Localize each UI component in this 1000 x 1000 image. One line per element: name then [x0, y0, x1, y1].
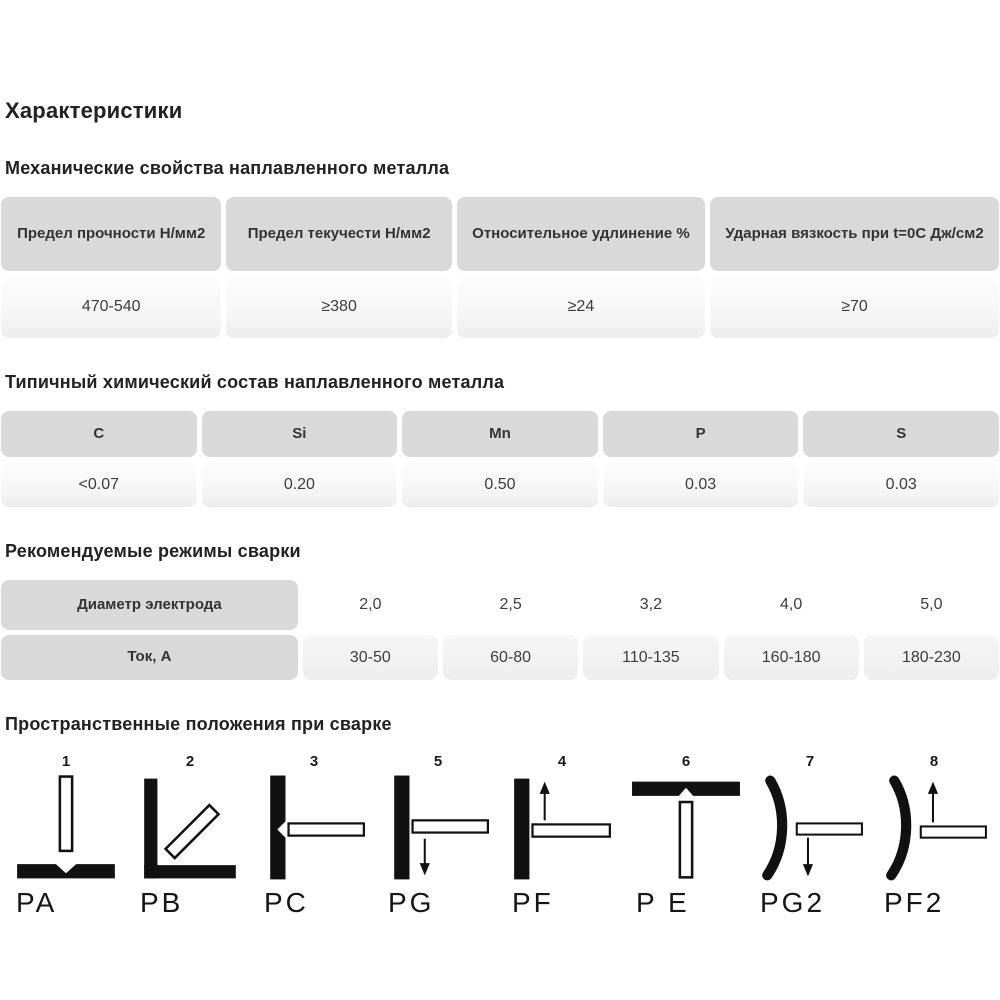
pipe-vertical-down-weld-diagram: [754, 775, 866, 883]
vertical-up-weld-diagram: [506, 775, 618, 883]
table-value-cell: 0.03: [803, 462, 999, 507]
table-value-cell: 0.50: [402, 462, 598, 507]
current-value-cell: 30-50: [303, 635, 438, 680]
horizontal-butt-weld-diagram: [258, 775, 370, 883]
positions-section-heading: Пространственные положения при сварке: [5, 714, 392, 734]
position-number: 2: [185, 753, 195, 770]
position-number: 8: [929, 753, 939, 770]
current-row-label: Ток, А: [1, 635, 298, 680]
position-number: 3: [309, 753, 319, 770]
position-label: PC: [264, 887, 309, 918]
diameter-value-cell: 3,2: [639, 596, 662, 613]
mechanical-properties-table: [1, 197, 999, 338]
flat-butt-weld-diagram: [10, 775, 122, 883]
position-figure-pg: [376, 753, 500, 919]
current-value-cell: 60-80: [443, 635, 578, 680]
position-figure-pf: [500, 753, 624, 919]
current-value-cell: 180-230: [864, 635, 999, 680]
position-number: 7: [805, 753, 815, 770]
position-number: 5: [433, 753, 443, 770]
current-value-cell: 160-180: [724, 635, 859, 680]
diameter-value-cell: 5,0: [920, 596, 943, 613]
table-value-cell: ≥24: [457, 276, 705, 338]
pipe-vertical-up-weld-diagram: [878, 775, 990, 883]
diameter-value-cell: 2,5: [499, 596, 522, 613]
welding-positions-row: [4, 753, 996, 919]
position-figure-pb: [128, 753, 252, 919]
position-figure-pf2: [872, 753, 996, 919]
position-label: PG2: [760, 887, 826, 918]
position-number: 1: [61, 753, 71, 770]
position-figure-pe: [624, 753, 748, 919]
table-value-cell: ≥380: [226, 276, 451, 338]
horizontal-fillet-weld-diagram: [134, 775, 246, 883]
position-number: 6: [681, 753, 691, 770]
diameter-value-cell: 2,0: [359, 596, 382, 613]
welding-modes-table: [1, 580, 999, 680]
table-header-cell: C: [1, 411, 197, 457]
page-title: Характеристики: [5, 98, 183, 123]
table-header-cell: Относительное удлинение %: [457, 197, 705, 271]
table-value-cell: 0.03: [603, 462, 799, 507]
table-value-cell: ≥70: [710, 276, 999, 338]
position-figure-pa: [4, 753, 128, 919]
table-header-cell: Ударная вязкость при t=0C Дж/см2: [710, 197, 999, 271]
position-label: PB: [140, 887, 184, 918]
position-label: PF: [512, 887, 554, 918]
chemical-composition-table: [1, 411, 999, 507]
vertical-down-weld-diagram: [382, 775, 494, 883]
table-header-cell: Mn: [402, 411, 598, 457]
diameter-value-cell: 4,0: [780, 596, 803, 613]
table-header-cell: Предел текучести Н/мм2: [226, 197, 451, 271]
table-value-cell: <0.07: [1, 462, 197, 507]
mechanical-section-heading: Механические свойства наплавленного металла: [5, 158, 450, 178]
table-header-cell: Si: [202, 411, 398, 457]
position-label: PF2: [884, 887, 945, 918]
modes-section-heading: Рекомендуемые режимы сварки: [5, 541, 301, 561]
table-header-cell: Предел прочности Н/мм2: [1, 197, 221, 271]
position-label: PG: [388, 887, 435, 918]
table-header-cell: P: [603, 411, 799, 457]
diameter-row-label: Диаметр электрода: [1, 580, 298, 630]
position-label: PA: [16, 887, 58, 918]
chemical-section-heading: Типичный химический состав наплавленного металла: [5, 372, 505, 392]
overhead-weld-diagram: [630, 775, 742, 883]
position-number: 4: [557, 753, 567, 770]
table-header-cell: S: [803, 411, 999, 457]
position-figure-pc: [252, 753, 376, 919]
table-value-cell: 470-540: [1, 276, 221, 338]
table-value-cell: 0.20: [202, 462, 398, 507]
position-figure-pg2: [748, 753, 872, 919]
position-label: P E: [636, 887, 690, 918]
current-value-cell: 110-135: [583, 635, 718, 680]
